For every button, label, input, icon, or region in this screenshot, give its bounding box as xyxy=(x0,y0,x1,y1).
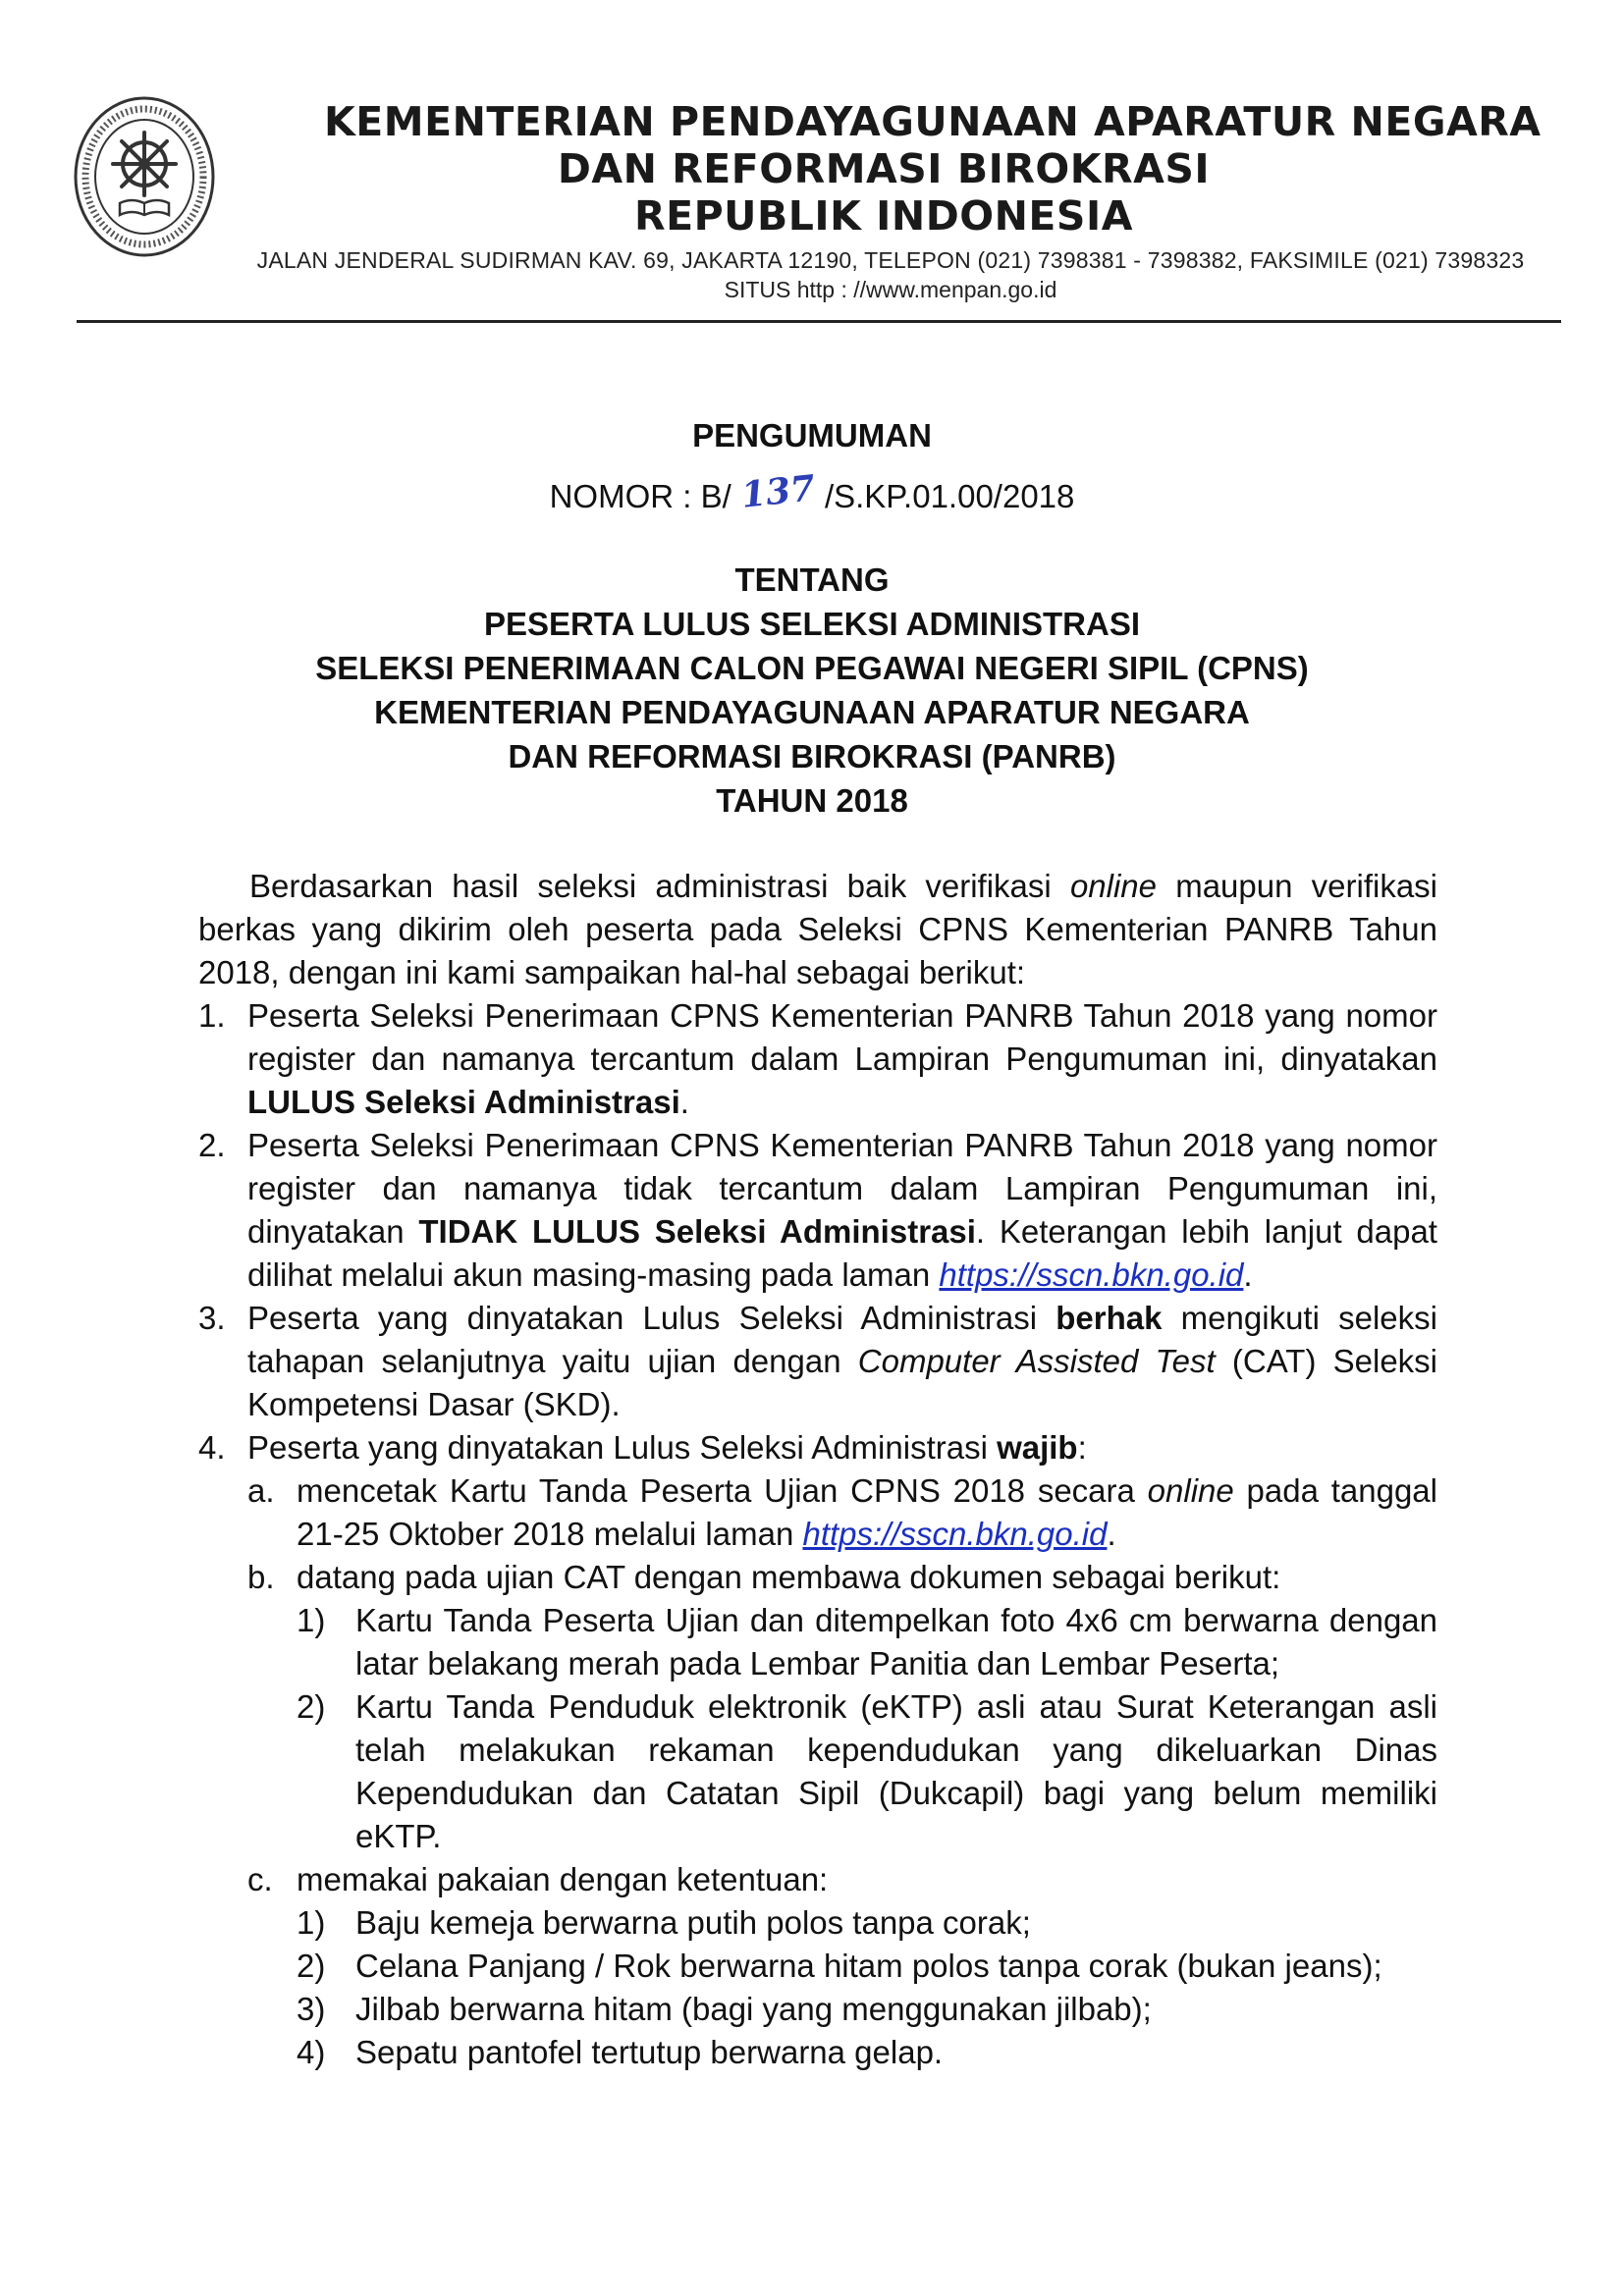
item-bold-text: berhak xyxy=(1056,1300,1163,1336)
point-item: Celana Panjang / Rok berwarna hitam polos tanpa corak (bukan jeans); xyxy=(355,1948,1382,1984)
subject-label: TENTANG xyxy=(734,561,890,598)
document-number-prefix: NOMOR : B/ xyxy=(549,478,731,514)
sscn-link[interactable]: https://sscn.bkn.go.id xyxy=(939,1256,1244,1293)
intro-text-2: maupun verifikasi berkas yang dikirim oleh peserta pada Seleksi CPNS Kementerian PANRB Tahun 2018, dengan ini kami sampaikan hal-hal sebagai berikut: xyxy=(198,868,1438,990)
document-heading: PENGUMUMAN xyxy=(692,417,932,454)
intro-text: Berdasarkan hasil seleksi administrasi baik verifikasi xyxy=(249,868,1070,904)
sub-item: memakai pakaian dengan ketentuan: xyxy=(297,1861,829,1897)
point-item: Baju kemeja berwarna putih polos tanpa corak; xyxy=(355,1904,1031,1941)
letterhead-ministry-name-2: DAN REFORMASI BIROKRASI xyxy=(557,145,1211,192)
list-item xyxy=(247,1297,1437,1426)
item-italic-text: Computer Assisted Test xyxy=(857,1343,1216,1379)
point-number: 2) xyxy=(297,1948,326,1984)
intro-paragraph xyxy=(198,865,1437,994)
item-text-end: . xyxy=(679,1084,689,1120)
sub-item: datang pada ujian CAT dengan membawa dokumen sebagai berikut: xyxy=(297,1559,1281,1595)
list-item xyxy=(247,1124,1437,1297)
point-item: Kartu Tanda Peserta Ujian dan ditempelkan foto 4x6 cm berwarna dengan latar belakang merah pada Lembar Panitia dan Lembar Peserta; xyxy=(355,1602,1437,1682)
list-number: 3. xyxy=(198,1300,226,1336)
subject-line: TAHUN 2018 xyxy=(716,782,908,819)
letterhead-divider xyxy=(77,320,1561,323)
sub-text: mencetak Kartu Tanda Peserta Ujian CPNS 2018 secara xyxy=(297,1472,1148,1509)
sub-item xyxy=(297,1469,1437,1556)
point-number: 1) xyxy=(297,1904,326,1941)
item-bold-text: LULUS Seleksi Administrasi xyxy=(247,1084,680,1120)
item-text: Peserta Seleksi Penerimaan CPNS Kementerian PANRB Tahun 2018 yang nomor register dan namanya tercantum dalam Lampiran Pengumuman ini, dinyatakan xyxy=(247,997,1437,1077)
letterhead-address: JALAN JENDERAL SUDIRMAN KAV. 69, JAKARTA 12190, TELEPON (021) 7398381 - 7398382, FAKSIMILE (021) 7398323 xyxy=(256,247,1525,273)
list-number: 1. xyxy=(198,997,226,1034)
sub-italic-text: online xyxy=(1147,1472,1234,1509)
sscn-link[interactable]: https://sscn.bkn.go.id xyxy=(802,1516,1108,1552)
subject-line: SELEKSI PENERIMAAN CALON PEGAWAI NEGERI SIPIL (CPNS) xyxy=(315,650,1309,686)
point-number: 3) xyxy=(297,1991,326,2027)
point-number: 1) xyxy=(297,1602,326,1638)
letterhead-ministry-name: KEMENTERIAN PENDAYAGUNAAN APARATUR NEGARA xyxy=(324,98,1542,145)
item-text-2: mengikuti seleksi tahapan selanjutnya yaitu ujian dengan xyxy=(247,1300,1437,1379)
sub-letter: a. xyxy=(247,1472,275,1509)
sub-letter: c. xyxy=(247,1861,273,1897)
item-text-end: . xyxy=(1243,1256,1253,1293)
subject-line: PESERTA LULUS SELEKSI ADMINISTRASI xyxy=(484,606,1140,642)
handwritten-number: 137 xyxy=(738,467,817,516)
sub-text-end: . xyxy=(1107,1516,1116,1552)
point-item: Kartu Tanda Penduduk elektronik (eKTP) asli atau Surat Keterangan asli telah melakukan rekaman kependudukan yang dikeluarkan Dinas Kependudukan dan Catatan Sipil (Dukcapil) bagi yang belum memiliki eKTP. xyxy=(355,1688,1437,1854)
point-number: 2) xyxy=(297,1688,326,1725)
item-text-2: . Keterangan lebih lanjut dapat dilihat melalui akun masing-masing pada laman xyxy=(247,1213,1437,1293)
letterhead-country: REPUBLIK INDONESIA xyxy=(634,192,1133,240)
document-number-suffix: /S.KP.01.00/2018 xyxy=(824,478,1075,514)
subject-line: KEMENTERIAN PENDAYAGUNAAN APARATUR NEGARA xyxy=(374,694,1250,730)
item-text-end: (CAT) Seleksi Kompetensi Dasar (SKD). xyxy=(247,1343,1438,1422)
point-number: 4) xyxy=(297,2034,326,2070)
item-text: Peserta Seleksi Penerimaan CPNS Kementerian PANRB Tahun 2018 yang nomor register dan namanya tidak tercantum dalam Lampiran Pengumuman ini, dinyatakan xyxy=(247,1127,1437,1250)
list-item xyxy=(247,994,1437,1124)
intro-italic-online: online xyxy=(1069,868,1158,904)
ministry-seal-logo xyxy=(71,93,218,260)
item-bold-text: TIDAK LULUS Seleksi Administrasi xyxy=(418,1213,976,1250)
subject-line: DAN REFORMASI BIROKRASI (PANRB) xyxy=(508,738,1116,774)
item-text-end: : xyxy=(1077,1429,1087,1466)
document-number xyxy=(0,467,1624,516)
item-text: Peserta yang dinyatakan Lulus Seleksi Administrasi xyxy=(247,1300,1056,1336)
point-item: Sepatu pantofel tertutup berwarna gelap. xyxy=(355,2034,944,2070)
point-item: Jilbab berwarna hitam (bagi yang menggunakan jilbab); xyxy=(355,1991,1152,2027)
letterhead-website: SITUS http : //www.menpan.go.id xyxy=(724,277,1057,302)
list-number: 2. xyxy=(198,1127,226,1163)
item-bold-text: wajib xyxy=(997,1429,1078,1466)
list-item xyxy=(247,1426,1437,1469)
list-number: 4. xyxy=(198,1429,226,1466)
item-text: Peserta yang dinyatakan Lulus Seleksi Administrasi xyxy=(247,1429,998,1466)
sub-text-2: pada tanggal 21-25 Oktober 2018 melalui laman xyxy=(297,1472,1437,1552)
sub-letter: b. xyxy=(247,1559,275,1595)
